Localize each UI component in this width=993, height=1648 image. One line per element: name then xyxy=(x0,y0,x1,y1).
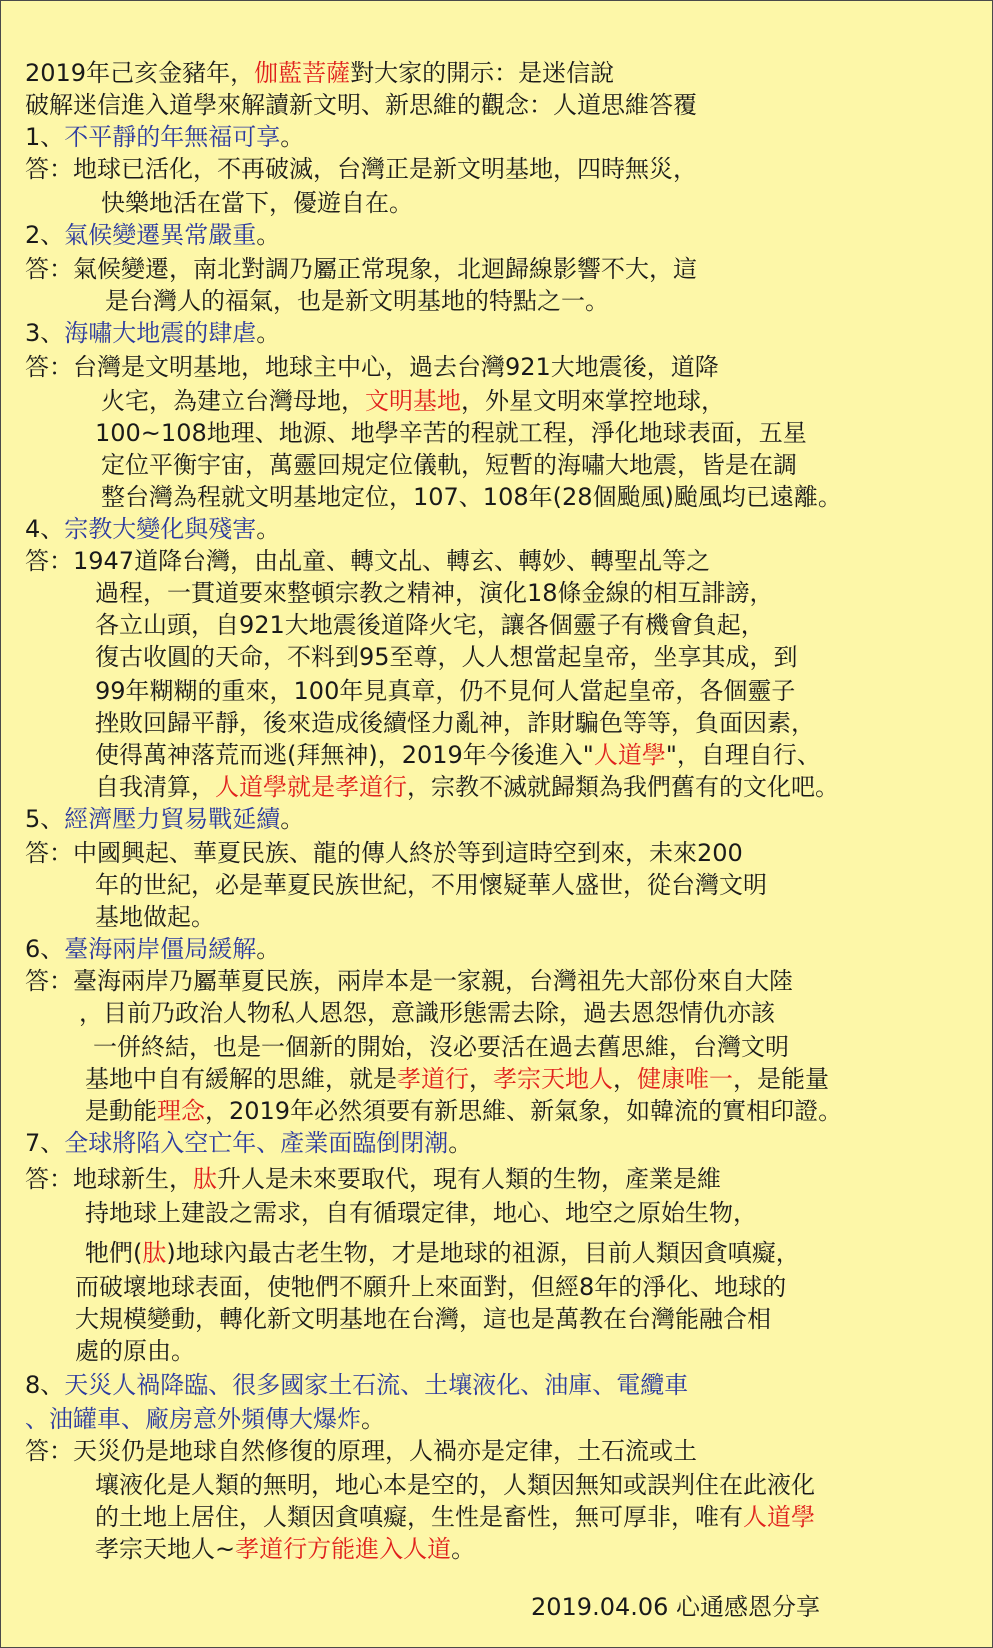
answer-6-line: 一併終結，也是一個新的開始，沒必要活在過去舊思維，台灣文明 xyxy=(93,1033,789,1061)
answer-5-line: 年的世紀，必是華夏民族世紀，不用懷疑華人盛世，從台灣文明 xyxy=(95,871,767,899)
answer-6-line: 基地中自有緩解的思維，就是孝道行，孝宗天地人，健康唯一，是能量 xyxy=(85,1065,829,1093)
answer-7-line: 而破壞地球表面，使牠們不願升上來面對，但經8年的淨化、地球的 xyxy=(75,1273,787,1301)
answer-8-line: 孝宗天地人~孝道行方能進入人道。 xyxy=(95,1535,476,1563)
highlight-peptide: 肽 xyxy=(142,1239,167,1267)
bodhisattva-name: 伽藍菩薩 xyxy=(254,59,351,87)
answer-2-line: 答：氣候變遷，南北對調乃屬正常現象，北迴歸線影響不大，這 xyxy=(25,255,697,283)
answer-7-line: 大規模變動，轉化新文明基地在台灣，這也是萬教在台灣能融合相 xyxy=(75,1305,771,1333)
answer-8-line: 答：天災仍是地球自然修復的原理，人禍亦是定律，土石流或土 xyxy=(25,1437,697,1465)
question-1-heading: 1、不平靜的年無福可享。 xyxy=(25,123,305,151)
answer-4-line: 過程，一貫道要來整頓宗教之精神，演化18條金線的相互誹謗， xyxy=(95,579,774,607)
highlight-health-first: 健康唯一 xyxy=(637,1065,733,1093)
answer-1-line: 答：地球已活化，不再破滅，台灣正是新文明基地，四時無災， xyxy=(25,155,697,183)
answer-4-line: 答：1947道降台灣，由乩童、轉文乩、轉玄、轉妙、轉聖乩等之 xyxy=(25,547,711,575)
question-8-title-cont: 、油罐車、廠房意外頻傳大爆炸 xyxy=(25,1405,361,1433)
question-5-title: 經濟壓力貿易戰延續 xyxy=(64,805,281,833)
answer-3-line: 整台灣為程就文明基地定位，107、108年(28個颱風)颱風均已遠離。 xyxy=(101,483,842,511)
highlight-civilization-base: 文明基地 xyxy=(365,387,461,415)
question-2-title: 氣候變遷異常嚴重 xyxy=(64,221,257,249)
answer-4-line: 挫敗回歸平靜，後來造成後續怪力亂神，詐財騙色等等，負面因素， xyxy=(95,709,815,737)
question-6-title: 臺海兩岸僵局緩解 xyxy=(64,935,257,963)
answer-6-line: ，目前乃政治人物私人恩怨，意識形態需去除，過去恩怨情仇亦該 xyxy=(79,999,775,1027)
question-3-heading: 3、海嘯大地震的肆虐。 xyxy=(25,319,281,347)
question-7-heading: 7、全球將陷入空亡年、產業面臨倒閉潮。 xyxy=(25,1129,473,1157)
answer-7-line: 答：地球新生，肽升人是未來要取代，現有人類的生物，產業是維 xyxy=(25,1165,721,1193)
answer-2-line: 是台灣人的福氣，也是新文明基地的特點之一。 xyxy=(105,287,609,315)
answer-4-line: 自我清算，人道學就是孝道行，宗教不滅就歸類為我們舊有的文化吧。 xyxy=(95,773,839,801)
question-2-heading: 2、氣候變遷異常嚴重。 xyxy=(25,221,281,249)
highlight-filial-way: 孝道行 xyxy=(397,1065,469,1093)
question-7-title: 全球將陷入空亡年、產業面臨倒閉潮 xyxy=(64,1129,449,1157)
answer-3-line: 100~108地理、地源、地學辛苦的程就工程，淨化地球表面，五星 xyxy=(95,419,807,447)
highlight-filial-heaven-earth-human: 孝宗天地人 xyxy=(493,1065,613,1093)
answer-6-line: 是動能理念，2019年必然須要有新思維、新氣象，如韓流的實相印證。 xyxy=(85,1097,843,1125)
answer-6-line: 答：臺海兩岸乃屬華夏民族，兩岸本是一家親，台灣祖先大部份來自大陸 xyxy=(25,967,793,995)
footer-signature: 2019.04.06 心通感恩分享 xyxy=(531,1593,821,1621)
highlight-enter-humanity: 孝道行方能進入人道 xyxy=(235,1535,452,1563)
answer-4-line: 復古收圓的天命，不料到95至尊，人人想當起皇帝，坐享其成，到 xyxy=(95,643,798,671)
answer-3-line: 火宅，為建立台灣母地，文明基地，外星文明來掌控地球， xyxy=(101,387,725,415)
answer-8-line: 壤液化是人類的無明，地心本是空的，人類因無知或誤判住在此液化 xyxy=(95,1471,815,1499)
answer-4-line: 各立山頭，自921大地震後道降火宅，讓各個靈子有機會負起， xyxy=(95,611,765,639)
answer-4-line: 99年糊糊的重來，100年見真章，仍不見何人當起皇帝，各個靈子 xyxy=(95,677,796,705)
answer-7-line: 持地球上建設之需求，自有循環定律，地心、地空之原始生物， xyxy=(85,1199,757,1227)
answer-4-line: 使得萬神落荒而逃(拜無神)，2019年今後進入"人道學"，自理自行、 xyxy=(95,741,821,769)
question-8-title: 天災人禍降臨、很多國家土石流、土壤液化、油庫、電纜車 xyxy=(64,1371,689,1399)
question-4-heading: 4、宗教大變化與殘害。 xyxy=(25,515,281,543)
question-3-title: 海嘯大地震的肆虐 xyxy=(64,319,257,347)
answer-3-line: 定位平衡宇宙，萬靈回規定位儀軌，短暫的海嘯大地震，皆是在調 xyxy=(101,451,797,479)
answer-5-line: 答：中國興起、華夏民族、龍的傳人終於等到這時空到來，未來200 xyxy=(25,839,743,867)
intro-line-2: 破解迷信進入道學來解讀新文明、新思維的觀念：人道思維答覆 xyxy=(25,91,697,119)
answer-7-line: 牠們(肽)地球內最古老生物，才是地球的祖源，目前人類因貪嗔癡， xyxy=(85,1239,800,1267)
highlight-peptide: 肽 xyxy=(193,1165,217,1193)
intro-line-1: 2019年己亥金豬年，伽藍菩薩對大家的開示：是迷信說 xyxy=(25,59,615,87)
answer-7-line: 處的原由。 xyxy=(75,1337,195,1365)
answer-3-line: 答：台灣是文明基地，地球主中心，過去台灣921大地震後，道降 xyxy=(25,353,719,381)
highlight-concept: 理念 xyxy=(157,1097,205,1125)
question-8-heading: 8、天災人禍降臨、很多國家土石流、土壤液化、油庫、電纜車 xyxy=(25,1371,689,1399)
question-4-title: 宗教大變化與殘害 xyxy=(64,515,257,543)
question-8-heading-cont: 、油罐車、廠房意外頻傳大爆炸。 xyxy=(25,1405,385,1433)
highlight-filial-way: 人道學就是孝道行 xyxy=(215,773,407,801)
highlight-humanity-study: 人道學 xyxy=(743,1503,815,1531)
answer-5-line: 基地做起。 xyxy=(95,903,215,931)
answer-1-line: 快樂地活在當下，優遊自在。 xyxy=(101,189,413,217)
question-6-heading: 6、臺海兩岸僵局緩解。 xyxy=(25,935,281,963)
question-1-title: 不平靜的年無福可享 xyxy=(64,123,281,151)
answer-8-line: 的土地上居住，人類因貪嗔癡，生性是畜性，無可厚非，唯有人道學 xyxy=(95,1503,815,1531)
highlight-humanity-study: 人道學 xyxy=(593,741,666,769)
question-5-heading: 5、經濟壓力貿易戰延續。 xyxy=(25,805,305,833)
